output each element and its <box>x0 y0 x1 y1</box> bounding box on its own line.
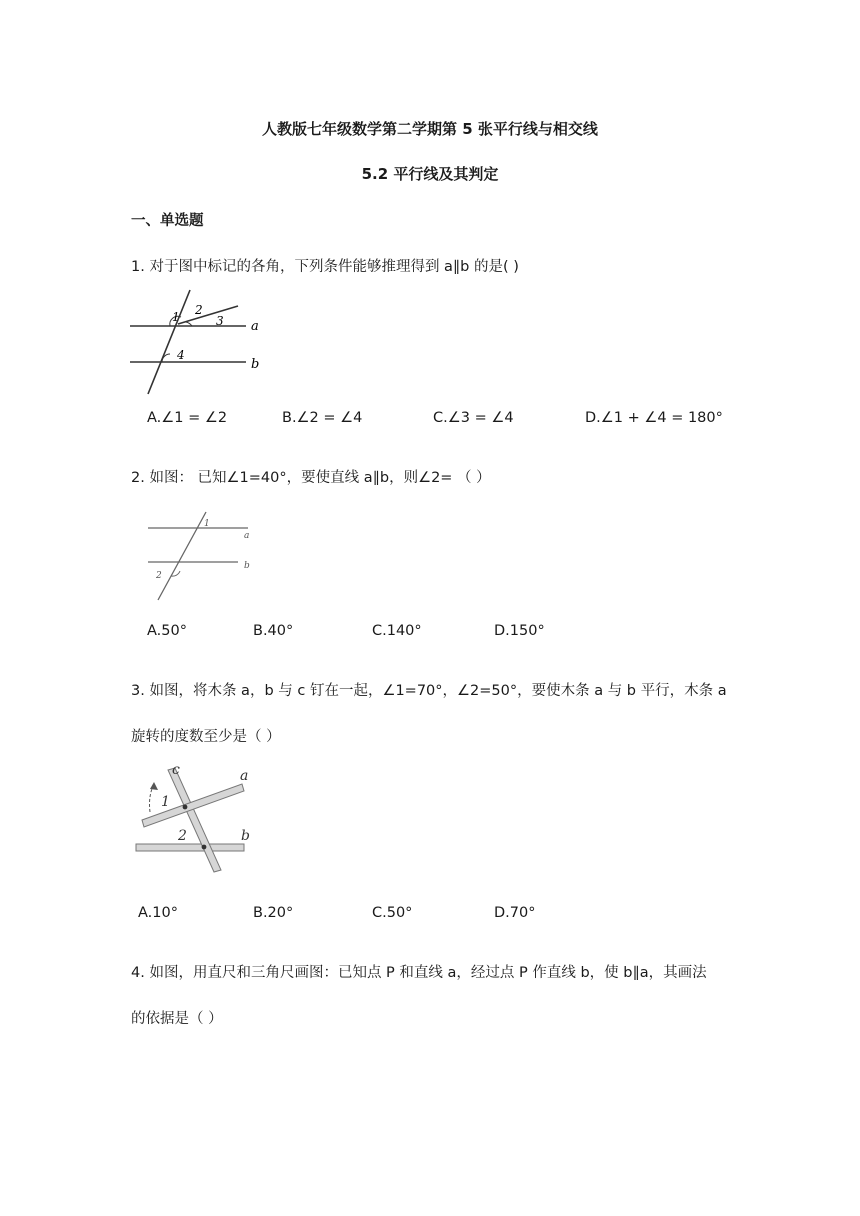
line-a-label: a <box>244 531 250 541</box>
stick-b-label: b <box>241 828 250 844</box>
question-4-stem-line-2: 的依据是（ ） <box>131 1011 223 1027</box>
q1-option-a[interactable]: A.∠1 = ∠2 <box>147 410 228 426</box>
stick-a-label: a <box>240 768 249 784</box>
question-1-stem: 1. 对于图中标记的各角，下列条件能够推理得到 a∥b 的是( ) <box>131 259 519 275</box>
q2-option-b[interactable]: B.40° <box>253 623 294 639</box>
line-a-label: a <box>251 319 259 334</box>
q3-option-d[interactable]: D.70° <box>494 905 536 921</box>
q3-option-c[interactable]: C.50° <box>372 905 413 921</box>
q3-option-b[interactable]: B.20° <box>253 905 294 921</box>
question-1-figure <box>126 284 276 396</box>
stick-c-label: c <box>172 762 180 778</box>
page-subtitle: 5.2 平行线及其判定 <box>361 165 499 183</box>
angle-2-label: 2 <box>178 828 187 844</box>
line-b-label: b <box>244 561 250 571</box>
q1-option-d[interactable]: D.∠1 + ∠4 = 180° <box>585 410 723 426</box>
question-3-stem-line-1: 3. 如图，将木条 a，b 与 c 钉在一起，∠1=70°，∠2=50°，要使木条 a 与 b 平行，木条 a <box>131 683 727 699</box>
q2-option-d[interactable]: D.150° <box>494 623 545 639</box>
angle-1-label: 1 <box>161 794 170 810</box>
section-heading: 一、单选题 <box>131 213 204 229</box>
angle-2-label: 2 <box>156 571 162 581</box>
q3-option-a[interactable]: A.10° <box>138 905 178 921</box>
question-3-stem-line-2: 旋转的度数至少是（ ） <box>131 729 281 745</box>
q1-option-b[interactable]: B.∠2 = ∠4 <box>282 410 363 426</box>
question-4-stem-line-1: 4. 如图，用直尺和三角尺画图：已知点 P 和直线 a，经过点 P 作直线 b，使 b∥a，其画法 <box>131 965 707 981</box>
q1-option-c[interactable]: C.∠3 = ∠4 <box>433 410 514 426</box>
angle-1-label: 1 <box>204 519 210 529</box>
q2-option-c[interactable]: C.140° <box>372 623 422 639</box>
angle-2-label: 2 <box>195 303 203 317</box>
q2-option-a[interactable]: A.50° <box>147 623 187 639</box>
angle-3-label: 3 <box>216 314 224 328</box>
question-2-stem: 2. 如图： 已知∠1=40°，要使直线 a∥b，则∠2= （ ） <box>131 470 491 486</box>
angle-1-label: 1 <box>172 310 180 324</box>
question-2-figure <box>144 510 259 605</box>
question-3-figure <box>128 762 263 880</box>
angle-4-label: 4 <box>177 348 185 362</box>
line-b-label: b <box>251 357 260 372</box>
page-title: 人教版七年级数学第二学期第 5 张平行线与相交线 <box>262 120 598 138</box>
